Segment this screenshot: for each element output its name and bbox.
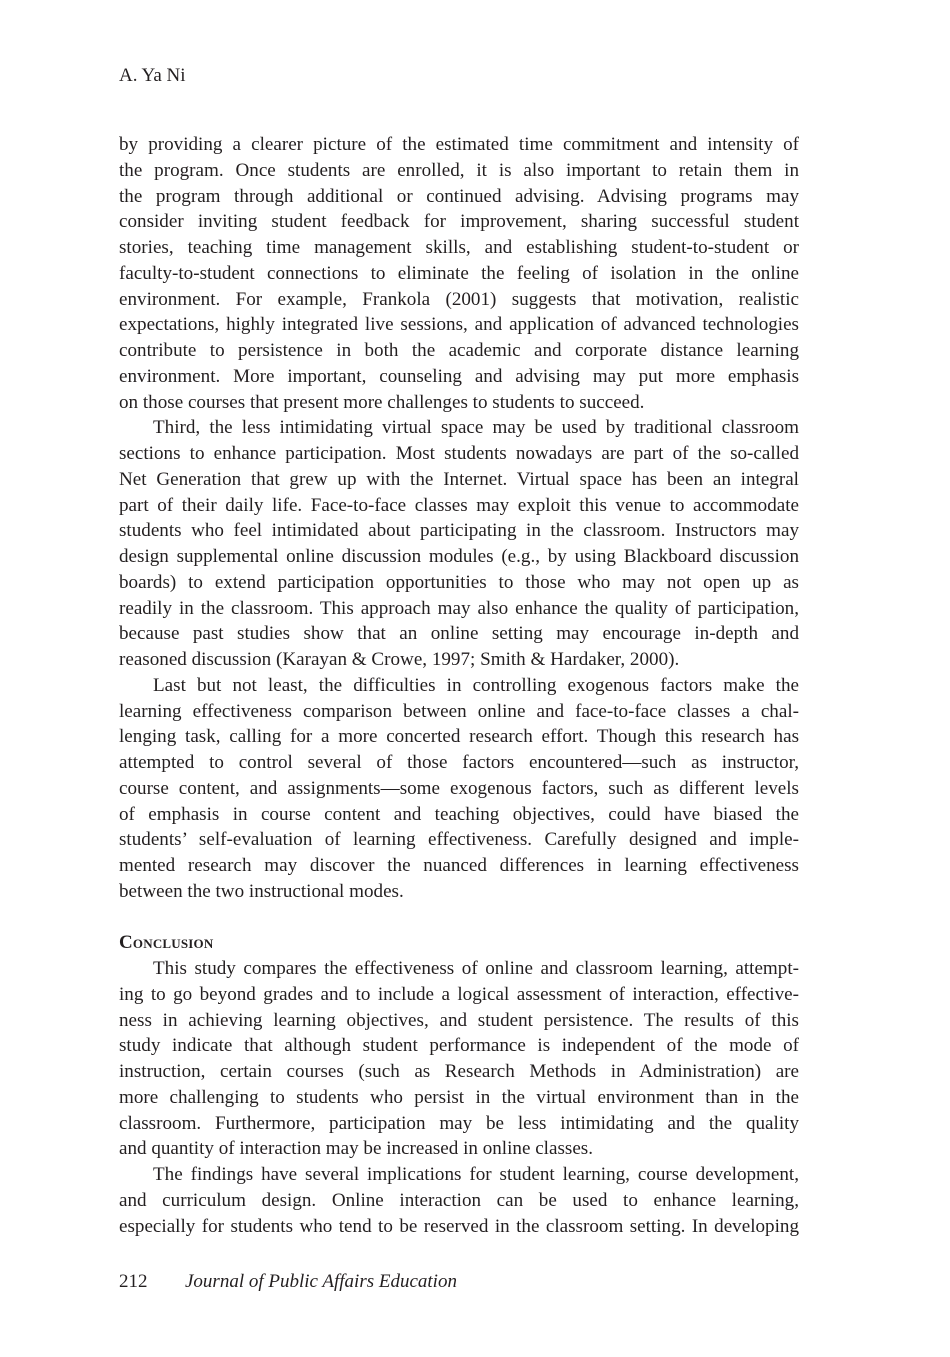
text-line: the program. Once students are enrolled, it is also important to retain them in bbox=[119, 159, 799, 181]
text-line: and curriculum design. Online interaction can be used to enhance learning, bbox=[119, 1189, 799, 1211]
text-line: mented research may discover the nuanced differences in learning effectiveness bbox=[119, 855, 799, 876]
section-heading-conclusion: Conclusion bbox=[119, 932, 214, 954]
text-line: and quantity of interaction may be increased in online classes. bbox=[119, 1138, 594, 1160]
text-line: course content, and assignments—some exogenous factors, such as different levels bbox=[119, 777, 799, 799]
conclusion-paragraphs bbox=[119, 956, 799, 1239]
text-line: consider inviting student feedback for improvement, sharing successful student bbox=[119, 211, 799, 233]
paragraph bbox=[119, 956, 799, 1162]
text-line: environment. For example, Frankola (2001) suggests that motivation, realistic bbox=[119, 288, 799, 310]
text-line: Third, the less intimidating virtual space may be used by traditional classroom bbox=[153, 417, 799, 439]
paragraph bbox=[119, 1162, 799, 1239]
text-line: readily in the classroom. This approach may also enhance the quality of participation, bbox=[119, 597, 799, 619]
journal-title: Journal of Public Affairs Education bbox=[185, 1271, 457, 1292]
text-line: reasoned discussion (Karayan & Crowe, 1997; Smith & Hardaker, 2000). bbox=[119, 649, 680, 670]
text-line: the program through additional or continued advising. Advising programs may bbox=[119, 185, 799, 207]
text-line: by providing a clearer picture of the estimated time commitment and intensity of bbox=[119, 134, 799, 155]
text-line: ness in achieving learning objectives, and student persistence. The results of this bbox=[119, 1009, 799, 1031]
text-line: students who feel intimidated about participating in the classroom. Instructors may bbox=[119, 520, 799, 542]
paragraph bbox=[119, 673, 799, 905]
text-line: This study compares the effectiveness of online and classroom learning, attempt- bbox=[153, 958, 799, 979]
text-line: stories, teaching time management skills, and establishing student-to-student or bbox=[119, 237, 799, 258]
text-line: instruction, certain courses (such as Research Methods in Administration) are bbox=[119, 1061, 799, 1082]
text-line: environment. More important, counseling and advising may put more emphasis bbox=[119, 365, 799, 387]
text-line: of emphasis in course content and teaching objectives, could have biased the bbox=[119, 803, 799, 825]
text-line: attempted to control several of those factors encountered—such as instructor, bbox=[119, 752, 799, 773]
text-line: more challenging to students who persist in the virtual environment than in the bbox=[119, 1086, 799, 1108]
text-line: sections to enhance participation. Most students nowadays are part of the so-called bbox=[119, 443, 799, 464]
running-head: A. Ya Ni bbox=[119, 65, 186, 86]
page-number: 212 bbox=[119, 1271, 148, 1292]
text-line: between the two instructional modes. bbox=[119, 880, 404, 902]
pre-section-paragraphs bbox=[119, 132, 799, 905]
text-line: contribute to persistence in both the academic and corporate distance learning bbox=[119, 340, 799, 361]
text-line: design supplemental online discussion modules (e.g., by using Blackboard discussion bbox=[119, 546, 799, 567]
text-line: The findings have several implications for student learning, course development, bbox=[153, 1164, 799, 1185]
text-line: Last but not least, the difficulties in controlling exogenous factors make the bbox=[153, 674, 799, 696]
text-line: lenging task, calling for a more concerted research effort. Though this research has bbox=[119, 726, 799, 748]
text-line: Net Generation that grew up with the Internet. Virtual space has been an integral bbox=[119, 468, 799, 490]
text-line: boards) to extend participation opportunities to those who may not open up as bbox=[119, 571, 799, 593]
text-line: ing to go beyond grades and to include a logical assessment of interaction, effective- bbox=[119, 983, 799, 1005]
text-line: classroom. Furthermore, participation may be less intimidating and the quality bbox=[119, 1112, 799, 1134]
text-line: expectations, highly integrated live sessions, and application of advanced technologies bbox=[119, 314, 799, 336]
text-line: especially for students who tend to be reserved in the classroom setting. In developing bbox=[119, 1215, 799, 1237]
text-line: students’ self-evaluation of learning effectiveness. Carefully designed and imple- bbox=[119, 829, 799, 851]
page-footer bbox=[119, 1269, 457, 1295]
text-line: on those courses that present more challenges to students to succeed. bbox=[119, 391, 645, 413]
article-body bbox=[119, 132, 799, 1239]
text-line: study indicate that although student performance is independent of the mode of bbox=[119, 1035, 799, 1057]
text-line: learning effectiveness comparison between online and face-to-face classes a chal- bbox=[119, 700, 799, 722]
text-line: because past studies show that an online setting may encourage in-depth and bbox=[119, 623, 799, 645]
paragraph bbox=[119, 415, 799, 673]
text-line: faculty-to-student connections to eliminate the feeling of isolation in the online bbox=[119, 262, 799, 284]
paragraph bbox=[119, 132, 799, 415]
text-line: part of their daily life. Face-to-face classes may exploit this venue to accommodate bbox=[119, 494, 799, 516]
